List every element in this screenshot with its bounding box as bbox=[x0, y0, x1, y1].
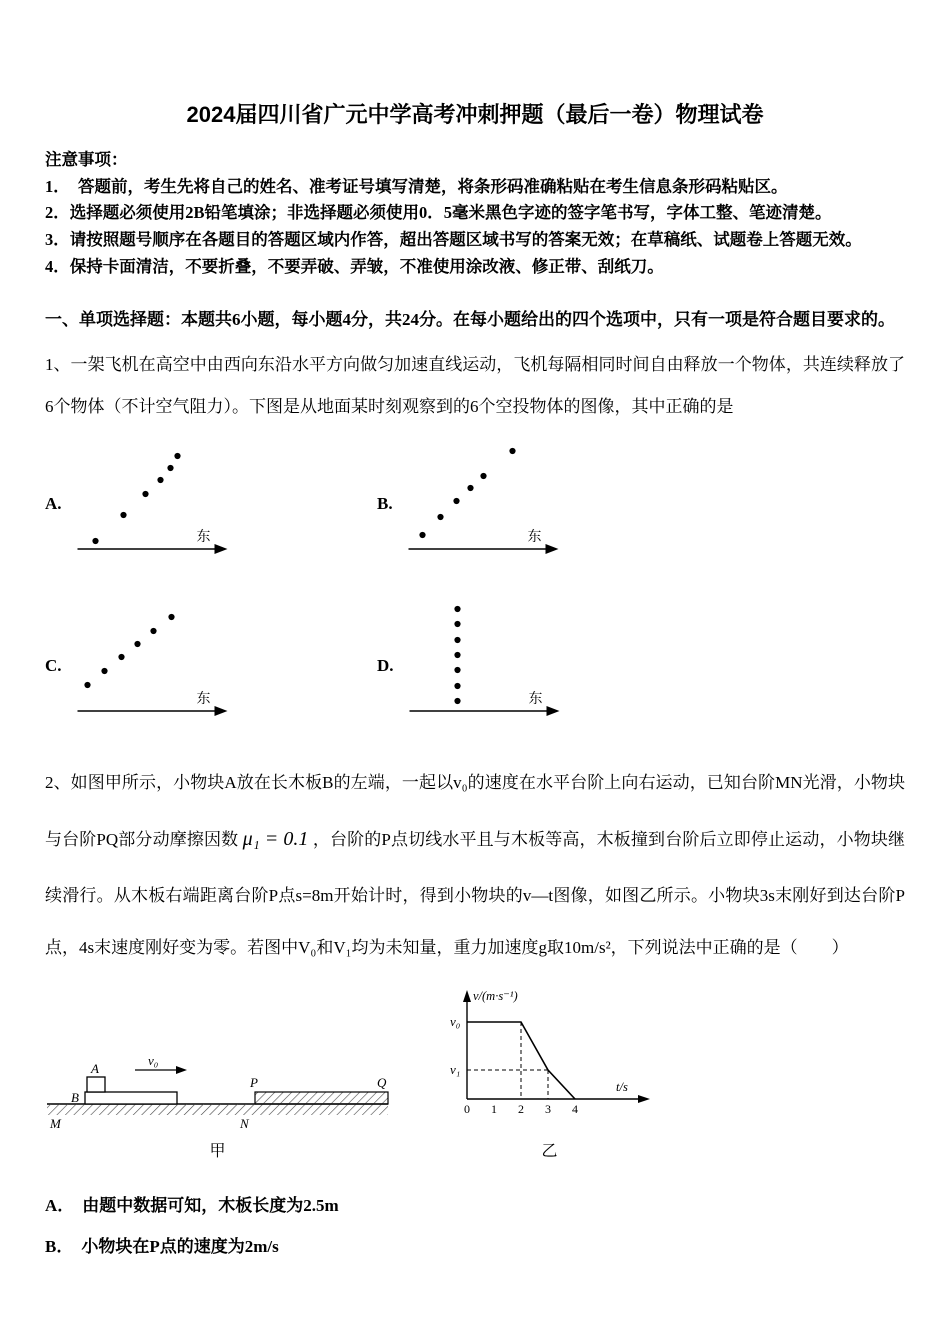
option-c-label: C. bbox=[45, 656, 62, 676]
option-d-label: D. bbox=[377, 656, 394, 676]
label-v0: v₀ bbox=[148, 1052, 159, 1068]
east-arrowhead bbox=[545, 544, 558, 554]
svg-text:2: 2 bbox=[518, 1101, 524, 1116]
svg-text:0: 0 bbox=[464, 1101, 470, 1116]
q2-stem-text-2: ，台阶的P点切线水平且与木板等高，木板撞到台阶后立即停止运动，小物块继续滑行。从木板右端距离台阶P点s=8m开始计时，得到小物块的v—t图像，如图乙所示。小物块3s末刚好到达台阶P点，4s末速度刚好变为零。若图中V₀和V₁均为未知量，重力加速度g取10m/s²，下列说法中正确的是（ ） bbox=[45, 830, 906, 958]
q1-diagram-a bbox=[74, 443, 239, 565]
q2-option-a-label: A． bbox=[45, 1195, 75, 1215]
svg-text:3: 3 bbox=[545, 1101, 551, 1116]
q2-stem-text-1: 2、如图甲所示，小物块A放在长木板B的左端，一起以v₀的速度在水平台阶上向右运动，已知台阶MN光滑，小物块与台阶PQ部分动摩擦因数 bbox=[45, 773, 905, 850]
notice-item-2: 2．选择题必须使用2B铅笔填涂；非选择题必须使用0．5毫米黑色字迹的签字笔书写，字体工整、笔迹清楚。 bbox=[45, 203, 832, 223]
q2-option-b bbox=[45, 1232, 905, 1257]
fig-yi-caption: 乙 bbox=[541, 1142, 558, 1160]
east-axis-label: 东 bbox=[196, 692, 211, 708]
notice-item-3: 3．请按照题号顺序在各题目的答题区域内作答，超出答题区域书写的答案无效；在草稿纸、试题卷上答题无效。 bbox=[45, 230, 862, 250]
block-a bbox=[87, 1077, 105, 1092]
ground-hatch bbox=[47, 1104, 388, 1115]
notice-item-4: 4．保持卡面清洁，不要折叠，不要弄破、弄皱，不准使用涂改液、修正带、刮纸刀。 bbox=[45, 256, 664, 276]
label-a: A bbox=[91, 1060, 99, 1076]
east-arrowhead bbox=[546, 706, 559, 716]
falling-objects-dots bbox=[419, 448, 515, 538]
east-arrowhead bbox=[214, 706, 227, 716]
q1-option-a bbox=[45, 443, 377, 565]
notice-section bbox=[45, 147, 905, 281]
option-a-label: A. bbox=[45, 494, 62, 514]
q2-option-b-text: 小物块在P点的速度为2m/s bbox=[81, 1236, 279, 1256]
svg-text:1: 1 bbox=[491, 1101, 497, 1116]
option-b-label: B. bbox=[377, 494, 393, 514]
figure-yi bbox=[442, 984, 657, 1161]
q1-option-b bbox=[377, 443, 905, 565]
section-heading: 一、单项选择题：本题共6小题，每小题4分，共24分。在每小题给出的四个选项中，只有一项是符合题目要求的。 bbox=[45, 309, 895, 329]
x-axis-title: t/s bbox=[616, 1079, 628, 1094]
east-axis-label: 东 bbox=[528, 692, 543, 708]
plot-area bbox=[464, 1022, 578, 1116]
v0-arrowhead bbox=[176, 1066, 187, 1074]
falling-objects-dots bbox=[92, 453, 180, 544]
board-b bbox=[85, 1092, 177, 1104]
falling-objects-dots bbox=[84, 614, 174, 688]
east-axis-label: 东 bbox=[527, 530, 542, 546]
q1-option-d bbox=[377, 605, 905, 727]
svg-text:4: 4 bbox=[572, 1101, 578, 1116]
q1-stem: 1、一架飞机在高空中由西向东沿水平方向做匀加速直线运动，飞机每隔相同时间自由释放一个物体，共连续释放了6个物体（不计空气阻力）。下图是从地面某时刻观察到的6个空投物体的图像，其中正确的是 bbox=[45, 355, 905, 416]
x-axis-arrowhead bbox=[638, 1095, 650, 1103]
q1-diagram-d bbox=[406, 605, 571, 727]
q1-option-diagrams bbox=[45, 443, 905, 727]
fig-yi-plot bbox=[442, 984, 657, 1132]
q1-diagram-b bbox=[405, 443, 570, 565]
y-axis-title: v/(m·s⁻¹) bbox=[473, 988, 518, 1003]
east-axis-label: 东 bbox=[196, 530, 211, 546]
fig-jia-diagram bbox=[45, 1050, 390, 1132]
label-m: M bbox=[50, 1115, 61, 1131]
v1-axis-label: v₁ bbox=[450, 1061, 461, 1077]
label-q: Q bbox=[377, 1074, 387, 1090]
fig-jia-caption: 甲 bbox=[209, 1142, 226, 1160]
q2-stem bbox=[45, 757, 905, 974]
notice-item-1: 1． 答题前，考生先将自己的姓名、准考证号填写清楚，将条形码准确粘贴在考生信息条形码粘贴区。 bbox=[45, 176, 788, 196]
q2-friction-formula: μ₁ = 0.1 bbox=[242, 828, 309, 851]
label-b: B bbox=[71, 1089, 79, 1105]
page-title: 2024届四川省广元中学高考冲刺押题（最后一卷）物理试卷 bbox=[186, 102, 764, 127]
figure-jia bbox=[45, 1050, 390, 1161]
q1-option-c bbox=[45, 605, 377, 727]
q1-diagram-c bbox=[74, 605, 239, 727]
label-n: N bbox=[240, 1115, 249, 1131]
platform-pq bbox=[255, 1092, 388, 1104]
falling-objects-dots bbox=[454, 606, 460, 704]
q2-option-b-label: B． bbox=[45, 1236, 74, 1256]
v0-axis-label: v₀ bbox=[450, 1013, 461, 1029]
east-arrowhead bbox=[214, 544, 227, 554]
q2-option-a bbox=[45, 1191, 905, 1216]
notice-heading: 注意事项： bbox=[45, 150, 128, 169]
q2-figures bbox=[45, 984, 905, 1161]
y-axis-arrowhead bbox=[463, 990, 471, 1002]
q2-option-a-text: 由题中数据可知，木板长度为2.5m bbox=[82, 1195, 339, 1215]
label-p: P bbox=[250, 1074, 258, 1090]
